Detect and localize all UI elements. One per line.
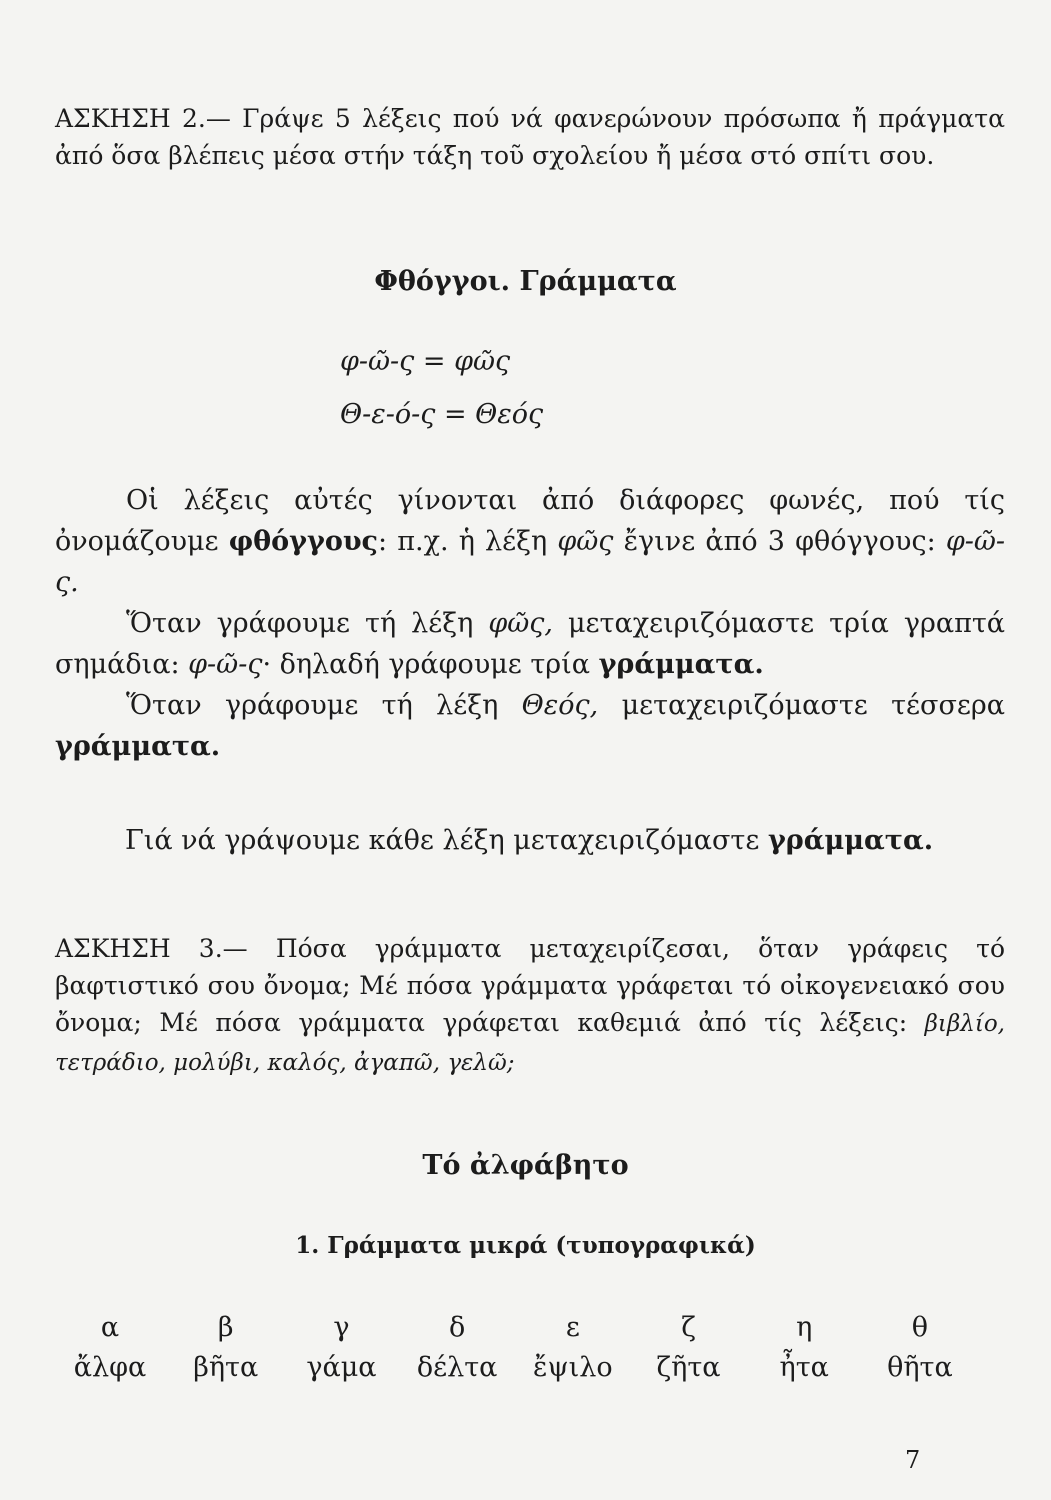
name-gamma: γάμα [306, 1352, 377, 1383]
alphabet-names-row [55, 1352, 975, 1383]
exercise-2 [55, 100, 1005, 174]
exercise-3-text: Πόσα γράμματα μεταχειρίζεσαι, ὅταν γράφεις τό βαφτιστικό σου ὄνομα; Μέ πόσα γράμματα γράφεται τό οἰκογενειακό σου ὄνομα; Μέ πόσα γράμματα γράφεται καθεμιά ἀπό τίς λέξεις: [55, 934, 1005, 1037]
formula-theos: Θ-ε-ό-ς = Θεός [340, 399, 544, 430]
text-run: μεταχειριζόμαστε τρία γραπτά σημάδια: [55, 608, 1005, 680]
paragraph-phthongoi [55, 480, 1005, 603]
exercise-2-label: ΑΣΚΗΣΗ 2.— [55, 104, 231, 133]
exercise-3-words: βιβλίο, τετράδιο, μολύβι, καλός, ἀγαπῶ, γελῶ; [55, 1011, 1005, 1076]
name-beta: βῆτα [193, 1352, 259, 1383]
letter-beta: β [217, 1312, 234, 1343]
term-grammata: γράμματα. [55, 731, 221, 762]
explanation-block [55, 480, 1005, 767]
letter-eta: η [796, 1312, 813, 1343]
text-run: : π.χ. ἡ λέξη [378, 526, 558, 557]
example-split: φ-ῶ-ς. [55, 526, 1006, 598]
paragraph-grammata-theos [55, 685, 1005, 767]
formula-fos: φ-ῶ-ς = φῶς [340, 346, 511, 377]
section-title-alfavito: Τό ἀλφάβητο [422, 1150, 629, 1181]
exercise-3 [55, 930, 1005, 1082]
letter-theta: θ [911, 1312, 929, 1343]
exercise-2-text: Γράψε 5 λέξεις πού νά φανερώνουν πρόσωπα ἤ πράγματα ἀπό ὅσα βλέπεις μέσα στήν τάξη τοῦ σχολείου ἤ μέσα στό σπίτι σου. [55, 104, 1005, 170]
letter-gamma: γ [333, 1312, 350, 1343]
name-eta: ἦτα [779, 1352, 829, 1383]
letter-zeta: ζ [681, 1312, 696, 1343]
example-split: φ-ῶ-ς [188, 649, 263, 680]
paragraph-grammata-fos [55, 603, 1005, 685]
text-run: Γιά νά γράψουμε κάθε λέξη μεταχειριζόμαστε [125, 825, 768, 856]
letter-alpha: α [100, 1312, 120, 1343]
term-phthongous: φθόγγους [228, 526, 378, 557]
name-zeta: ζῆτα [656, 1352, 721, 1383]
text-run: μεταχειριζόμαστε τέσσερα [598, 690, 1005, 721]
term-grammata: γράμματα. [598, 649, 764, 680]
letter-delta: δ [448, 1312, 466, 1343]
name-epsilon: ἔψιλο [533, 1352, 613, 1383]
text-run: Οἱ λέξεις αὐτές γίνονται ἀπό διάφορες φωνές, πού τίς ὀνομάζουμε [55, 485, 1005, 557]
alphabet-letters-row [55, 1312, 975, 1343]
name-theta: θῆτα [887, 1352, 953, 1383]
section-title-phthongoi: Φθόγγοι. Γράμματα [374, 266, 677, 297]
exercise-3-label: ΑΣΚΗΣΗ 3.— [55, 934, 248, 963]
example-word: Θεός, [521, 690, 599, 721]
name-alpha: ἄλφα [73, 1352, 147, 1383]
text-run: Ὅταν γράφουμε τή λέξη [126, 690, 522, 721]
name-delta: δέλτα [416, 1352, 498, 1383]
text-run: Ὅταν γράφουμε τή λέξη [126, 608, 489, 639]
page-number: 7 [905, 1446, 921, 1474]
example-word: φῶς [557, 526, 614, 557]
letter-epsilon: ε [565, 1312, 580, 1343]
text-run: ἔγινε ἀπό 3 φθόγγους: [613, 526, 946, 557]
example-word: φῶς, [488, 608, 553, 639]
rule-statement [125, 825, 933, 856]
section-subtitle-mikra: 1. Γράμματα μικρά (τυπογραφικά) [295, 1232, 756, 1259]
term-grammata: γράμματα. [767, 825, 934, 856]
text-run: · δηλαδή γράφουμε τρία [262, 649, 599, 680]
